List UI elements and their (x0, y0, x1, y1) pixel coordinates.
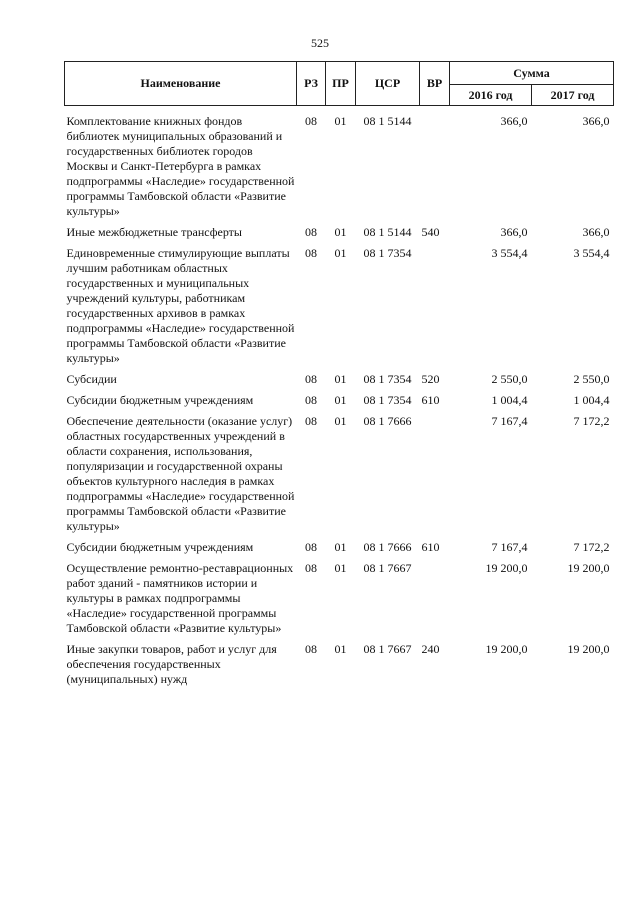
row-csr: 08 1 5144 (363, 225, 412, 239)
row-vr (420, 106, 450, 226)
header-year-2017: 2017 год (532, 85, 614, 106)
budget-table (64, 61, 614, 693)
row-pr: 01 (334, 642, 347, 656)
row-amount-2016: 366,0 (500, 114, 528, 128)
table-row (65, 642, 614, 693)
row-csr: 08 1 7666 (363, 414, 412, 428)
header-vr: ВР (420, 62, 450, 106)
row-vr: 240 (421, 642, 440, 656)
header-name: Наименование (65, 62, 297, 106)
page-number: 525 (311, 36, 329, 50)
row-name: Комплектование книжных фондов библиотек муниципальных образований и государственных библиотек городов Москвы и Санкт-Петербурга в рамках подпрограммы «Наследие» государственной программы Тамбовской области «Развитие культуры» (66, 114, 295, 218)
row-vr (420, 246, 450, 372)
header-sum: Сумма (450, 62, 614, 85)
row-vr: 520 (421, 372, 440, 386)
header-year-2016: 2016 год (450, 85, 532, 106)
table-row (65, 225, 614, 246)
header-csr: ЦСР (356, 62, 420, 106)
row-name: Субсидии бюджетным учреждениям (66, 393, 254, 407)
row-name: Обеспечение деятельности (оказание услуг) областных государственных учреждений в области сохранения, использования, популяризации и государственной охраны объектов культурного наследия в рамках подпрограммы «Наследие» государственной программы Тамбовской области «Развитие культуры» (66, 414, 295, 533)
row-rz: 08 (305, 225, 317, 239)
row-name: Субсидии бюджетным учреждениям (66, 540, 254, 554)
row-amount-2016: 19 200,0 (485, 642, 528, 656)
header-rz: РЗ (297, 62, 326, 106)
row-amount-2016: 7 167,4 (491, 414, 528, 428)
row-amount-2017: 366,0 (582, 114, 610, 128)
row-name: Иные закупки товаров, работ и услуг для обеспечения государственных (муниципальных) нужд (66, 642, 277, 686)
header-pr: ПР (326, 62, 356, 106)
row-csr: 08 1 7667 (363, 561, 412, 575)
row-pr: 01 (334, 246, 347, 260)
row-name: Субсидии (66, 372, 117, 386)
row-pr: 01 (334, 540, 347, 554)
row-rz: 08 (305, 372, 317, 386)
row-rz: 08 (305, 642, 317, 656)
row-vr: 610 (421, 540, 440, 554)
row-amount-2017: 7 172,2 (573, 540, 610, 554)
table-row (65, 561, 614, 642)
row-amount-2017: 1 004,4 (573, 393, 610, 407)
row-pr: 01 (334, 372, 347, 386)
row-rz: 08 (305, 414, 317, 428)
row-pr: 01 (334, 114, 347, 128)
row-amount-2017: 3 554,4 (573, 246, 610, 260)
row-csr: 08 1 5144 (363, 114, 412, 128)
row-pr: 01 (334, 414, 347, 428)
row-name: Иные межбюджетные трансферты (66, 225, 242, 239)
row-vr (420, 561, 450, 642)
row-amount-2017: 7 172,2 (573, 414, 610, 428)
row-amount-2017: 19 200,0 (567, 561, 610, 575)
row-name: Осуществление ремонтно-реставрационных работ зданий - памятников истории и культуры в рамках подпрограммы «Наследие» государственной программы Тамбовской области «Развитие культуры» (66, 561, 294, 635)
row-csr: 08 1 7666 (363, 540, 412, 554)
row-rz: 08 (305, 540, 317, 554)
row-rz: 08 (305, 114, 317, 128)
table-row (65, 393, 614, 414)
table-row (65, 106, 614, 226)
row-rz: 08 (305, 393, 317, 407)
row-rz: 08 (305, 561, 317, 575)
row-amount-2016: 7 167,4 (491, 540, 528, 554)
row-pr: 01 (334, 393, 347, 407)
row-amount-2017: 19 200,0 (567, 642, 610, 656)
table-header (65, 62, 614, 106)
row-amount-2016: 19 200,0 (485, 561, 528, 575)
row-amount-2017: 366,0 (582, 225, 610, 239)
row-csr: 08 1 7667 (363, 642, 412, 656)
row-vr: 610 (421, 393, 440, 407)
table-row (65, 540, 614, 561)
row-pr: 01 (334, 225, 347, 239)
row-vr (420, 414, 450, 540)
table-row (65, 246, 614, 372)
row-rz: 08 (305, 246, 317, 260)
row-csr: 08 1 7354 (363, 246, 412, 260)
row-vr: 540 (421, 225, 440, 239)
row-csr: 08 1 7354 (363, 372, 412, 386)
row-amount-2017: 2 550,0 (573, 372, 610, 386)
row-amount-2016: 366,0 (500, 225, 528, 239)
table-body (65, 106, 614, 694)
row-amount-2016: 1 004,4 (491, 393, 528, 407)
row-amount-2016: 2 550,0 (491, 372, 528, 386)
row-name: Единовременные стимулирующие выплаты лучшим работникам областных государственных и муниципальных учреждений культуры, работникам государственных архивов в рамках подпрограммы «Наследие» государственной программы Тамбовской области «Развитие культуры» (66, 246, 295, 365)
table-row (65, 372, 614, 393)
row-csr: 08 1 7354 (363, 393, 412, 407)
row-pr: 01 (334, 561, 347, 575)
table-row (65, 414, 614, 540)
row-amount-2016: 3 554,4 (491, 246, 528, 260)
